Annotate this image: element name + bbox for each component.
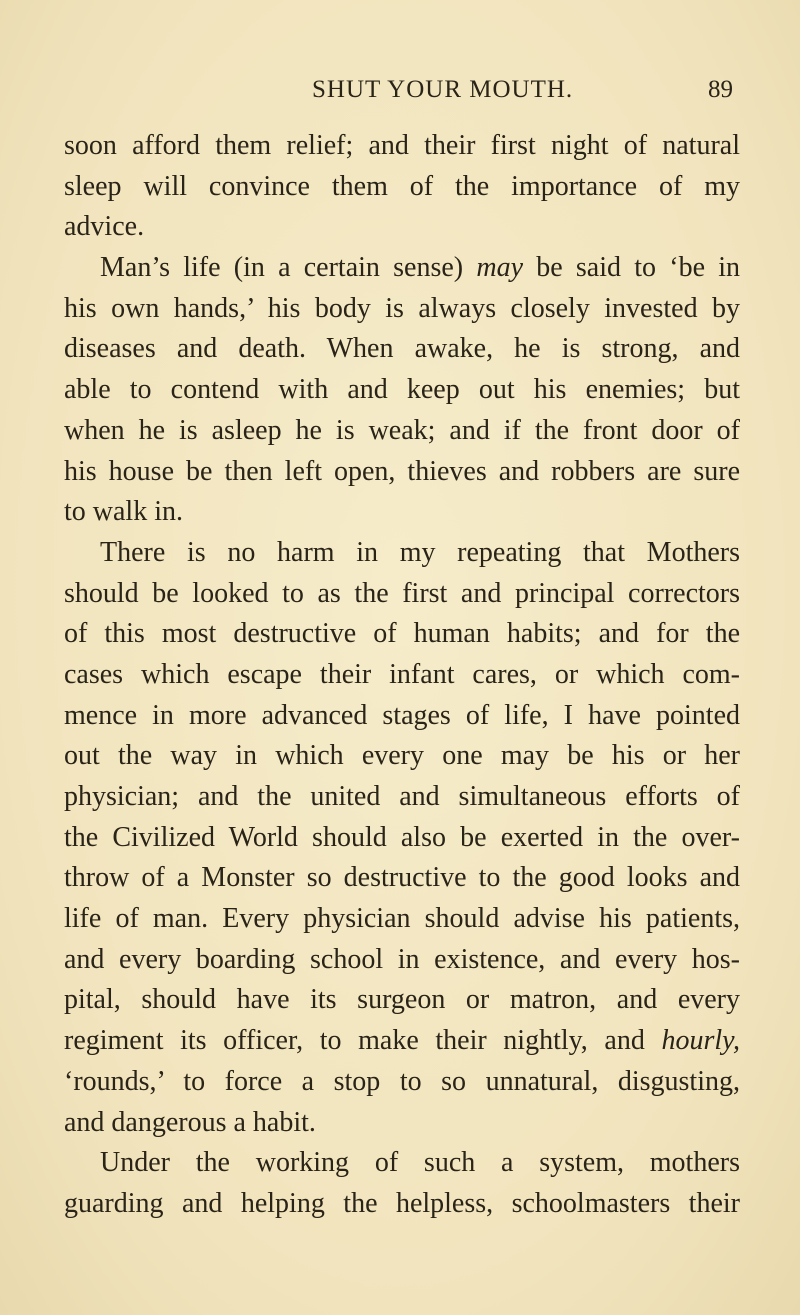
running-head: SHUT YOUR MOUTH.: [312, 76, 574, 103]
text-line: guarding and helping the helpless, schoolmasters their: [64, 1187, 740, 1219]
text-line: life of man. Every physician should advise his patients,: [64, 903, 740, 935]
text-line: to walk in.: [64, 496, 183, 528]
text-line: of this most destructive of human habits; and for the: [64, 618, 740, 650]
italic-word: may: [476, 252, 524, 284]
body-text: [64, 126, 740, 1225]
text-line: throw of a Monster so destructive to the good looks and: [64, 862, 740, 894]
page-header: [0, 70, 800, 110]
text-line: Under the working of such a system, mothers: [100, 1147, 740, 1179]
text-line: There is no harm in my repeating that Mothers: [100, 536, 740, 568]
text-segment: be said to ‘be in: [536, 252, 741, 284]
text-line: able to contend with and keep out his enemies; but: [64, 374, 740, 406]
text-segment: Man’s life (in a certain sense): [100, 252, 464, 284]
text-line: advice.: [64, 211, 145, 243]
text-line: mence in more advanced stages of life, I have pointed: [64, 699, 740, 731]
text-line: physician; and the united and simultaneous efforts of: [64, 781, 740, 812]
text-line: when he is asleep he is weak; and if the front door of: [64, 414, 740, 446]
text-line: his house be then left open, thieves and robbers are sure: [64, 455, 740, 487]
text-line: ‘rounds,’ to force a stop to so unnatural, disgusting,: [64, 1065, 740, 1097]
text-line: sleep will convince them of the importance of my: [64, 170, 740, 202]
text-segment: regiment its officer, to make their nightly, and: [64, 1025, 645, 1057]
text-line: and every boarding school in existence, and every hos-: [64, 943, 740, 975]
text-line: the Civilized World should also be exerted in the over-: [64, 821, 740, 853]
italic-word: hourly,: [661, 1025, 741, 1057]
text-line: diseases and death. When awake, he is strong, and: [64, 333, 740, 365]
text-line: [64, 1021, 740, 1062]
text-line: cases which escape their infant cares, or which com-: [64, 658, 740, 690]
text-line: out the way in which every one may be his or her: [64, 740, 740, 772]
text-line: his own hands,’ his body is always closely invested by: [64, 292, 740, 324]
text-line: soon afford them relief; and their first night of natural: [64, 130, 740, 161]
text-line: and dangerous a habit.: [64, 1106, 316, 1138]
page-number: 89: [708, 76, 733, 103]
text-line: should be looked to as the first and principal correctors: [64, 577, 740, 609]
text-line: [64, 248, 740, 289]
text-line: pital, should have its surgeon or matron, and every: [64, 984, 740, 1016]
